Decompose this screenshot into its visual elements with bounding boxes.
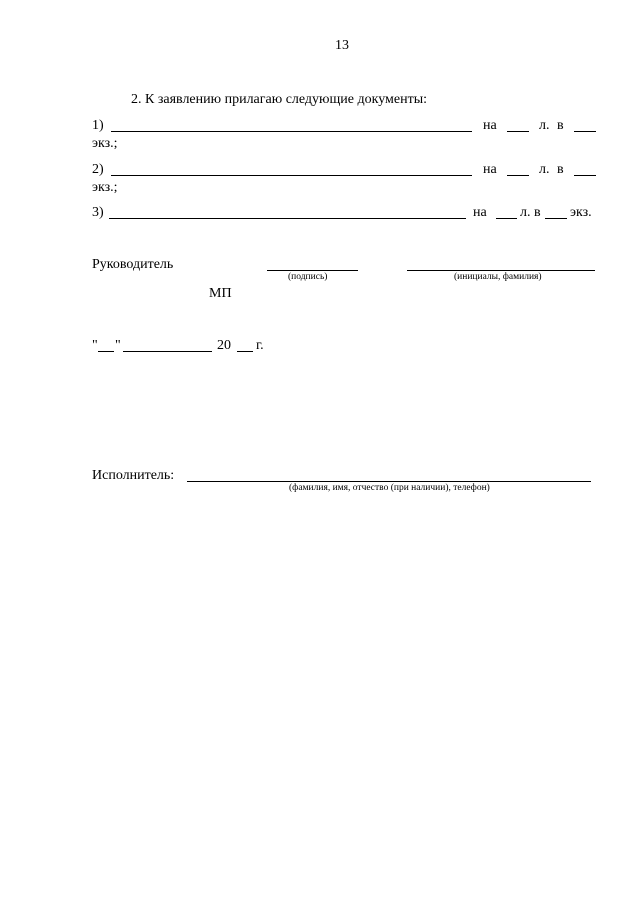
document-name-blank[interactable] bbox=[111, 175, 472, 176]
pages-label: л. в bbox=[520, 205, 541, 220]
document-name-blank[interactable] bbox=[109, 218, 466, 219]
day-blank[interactable] bbox=[98, 351, 114, 352]
stamp-label: МП bbox=[209, 286, 232, 301]
executor-label: Исполнитель: bbox=[92, 468, 175, 483]
pages-blank[interactable] bbox=[507, 175, 529, 176]
pages-blank[interactable] bbox=[496, 218, 517, 219]
month-blank[interactable] bbox=[123, 351, 212, 352]
signature-caption: (подпись) bbox=[288, 272, 328, 282]
director-label: Руководитель bbox=[92, 257, 174, 272]
year-prefix: 20 bbox=[217, 338, 231, 353]
executor-blank[interactable] bbox=[187, 481, 591, 482]
executor-caption: (фамилия, имя, отчество (при наличии), телефон) bbox=[289, 483, 490, 493]
copies-label: экз.; bbox=[92, 136, 118, 151]
page-number: 13 bbox=[335, 38, 349, 53]
item-number: 3) bbox=[92, 205, 104, 220]
close-quote: " bbox=[115, 338, 121, 353]
na-label: на bbox=[483, 162, 497, 177]
signature-blank[interactable] bbox=[267, 270, 358, 271]
pages-label: л. bbox=[539, 118, 550, 133]
year-suffix: г. bbox=[256, 338, 264, 353]
v-label: в bbox=[557, 118, 564, 133]
item-number: 1) bbox=[92, 118, 104, 133]
document-name-blank[interactable] bbox=[111, 131, 472, 132]
name-blank[interactable] bbox=[407, 270, 595, 271]
open-quote: " bbox=[92, 338, 98, 353]
na-label: на bbox=[473, 205, 487, 220]
na-label: на bbox=[483, 118, 497, 133]
item-number: 2) bbox=[92, 162, 104, 177]
pages-label: л. bbox=[539, 162, 550, 177]
v-label: в bbox=[557, 162, 564, 177]
documents-heading: 2. К заявлению прилагаю следующие документы: bbox=[131, 92, 428, 107]
copies-label: экз.; bbox=[92, 180, 118, 195]
year-blank[interactable] bbox=[237, 351, 253, 352]
name-caption: (инициалы, фамилия) bbox=[454, 272, 542, 282]
pages-blank[interactable] bbox=[507, 131, 529, 132]
copies-blank[interactable] bbox=[574, 131, 596, 132]
copies-blank[interactable] bbox=[545, 218, 567, 219]
copies-label: экз. bbox=[570, 205, 592, 220]
copies-blank[interactable] bbox=[574, 175, 596, 176]
